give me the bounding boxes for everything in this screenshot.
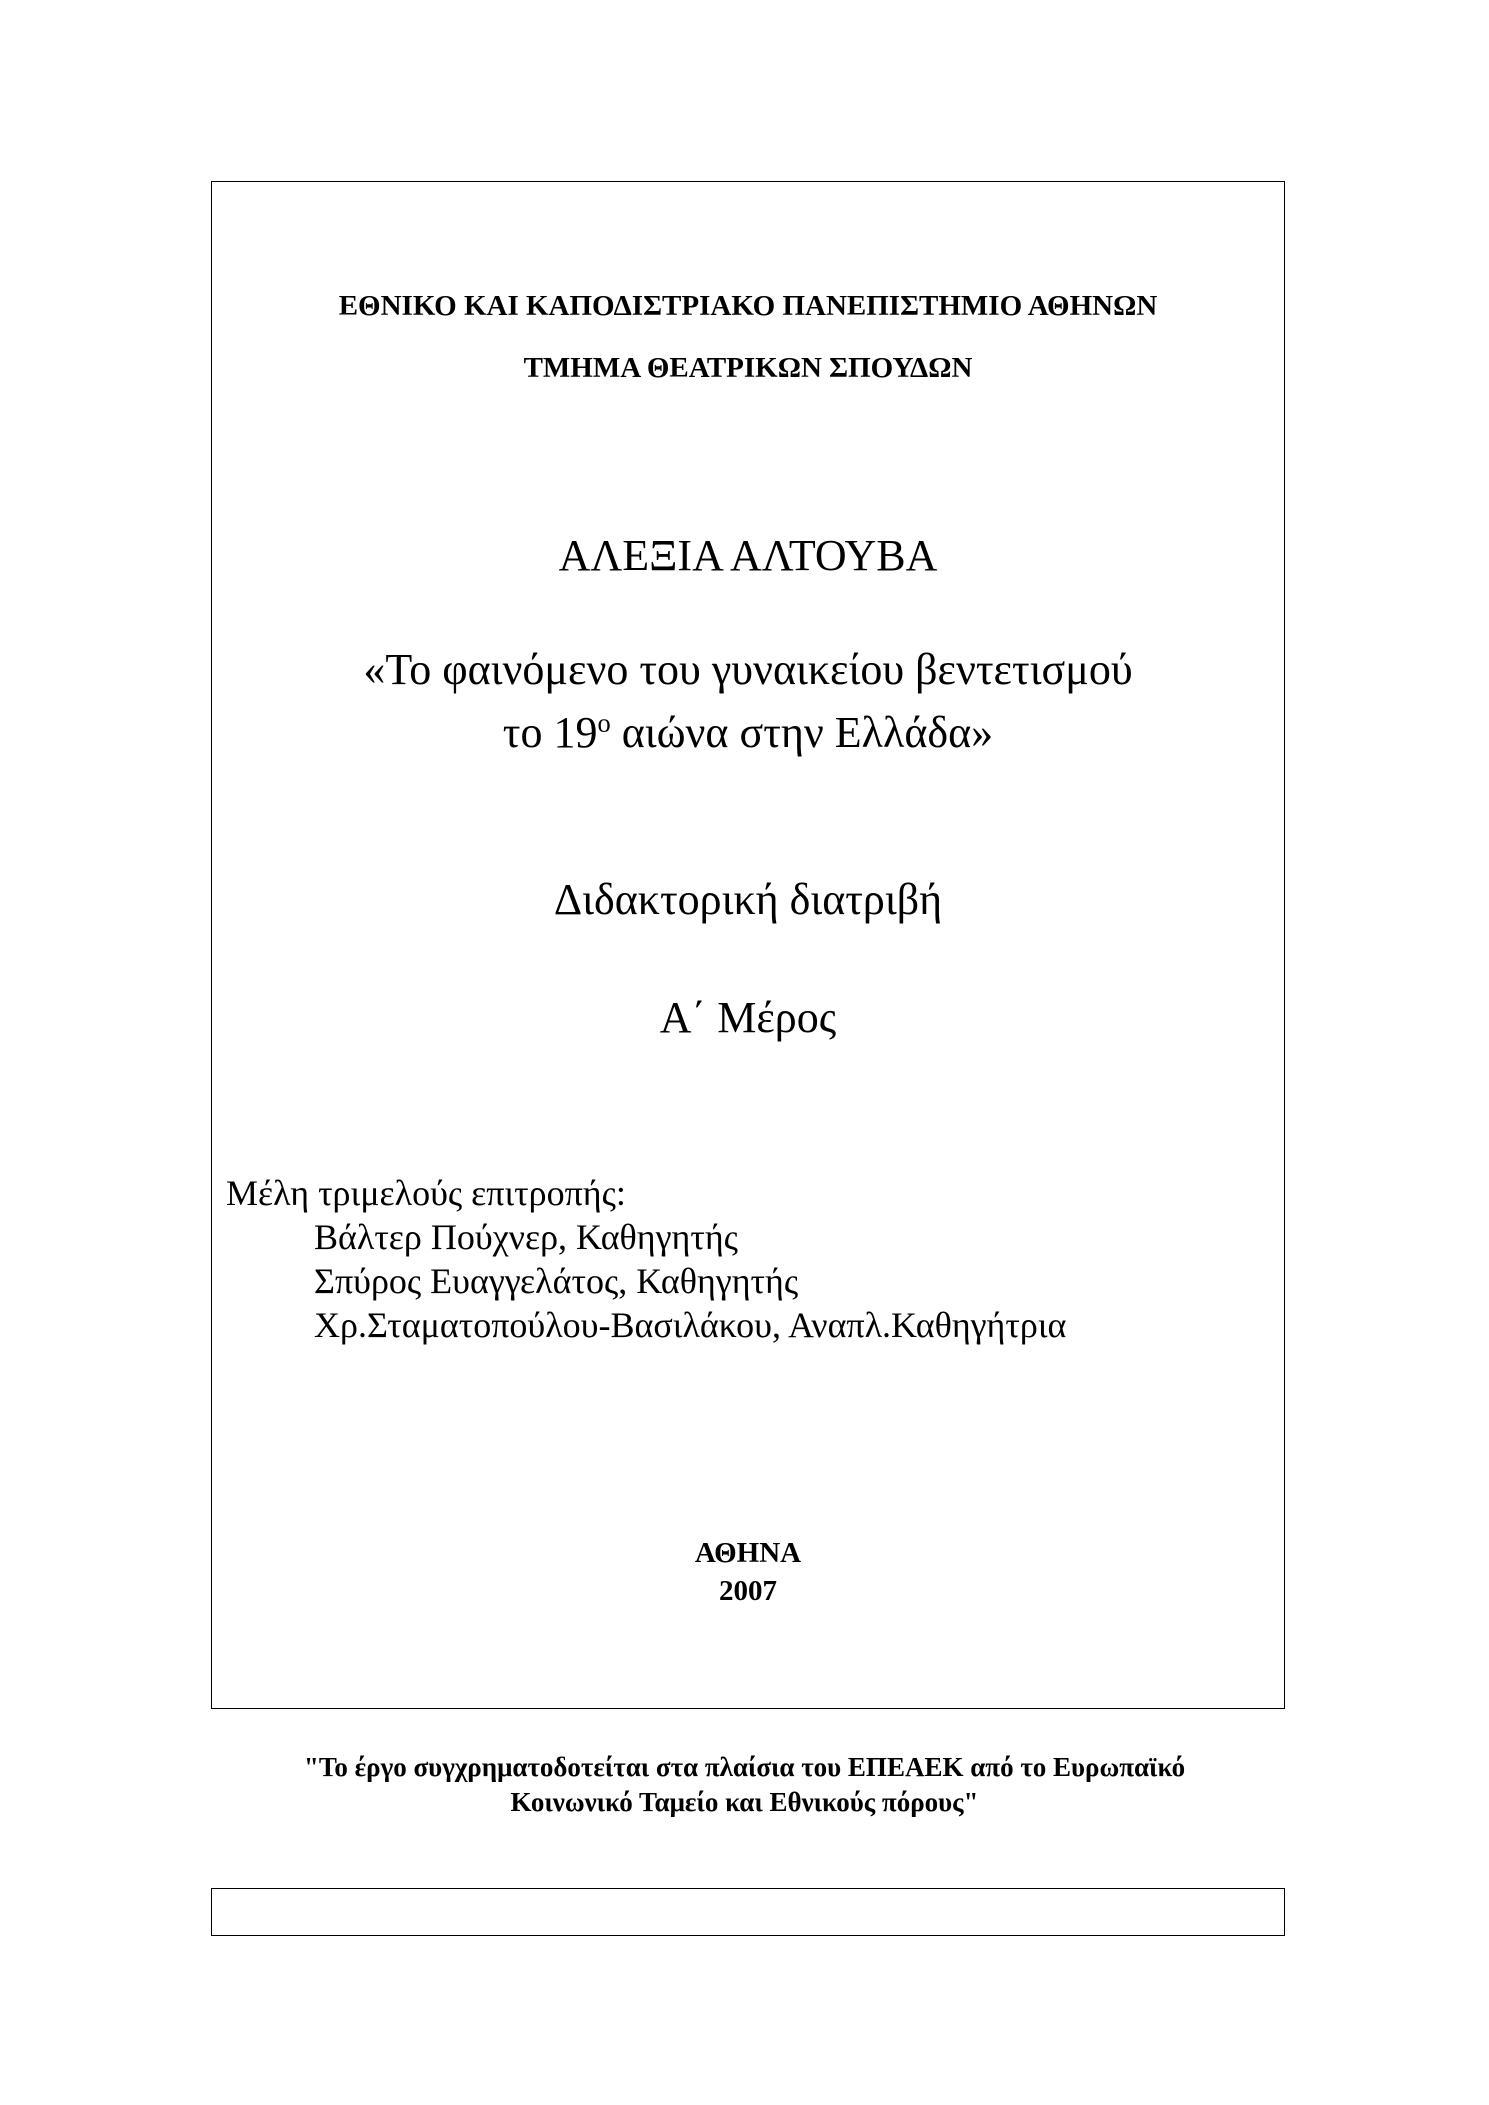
committee-member: Βάλτερ Πούχνερ, Καθηγητής xyxy=(314,1217,738,1257)
committee-label: Μέλη τριμελούς επιτροπής: xyxy=(226,1173,626,1213)
department-name: ΤΜΗΜΑ ΘΕΑΤΡΙΚΩΝ ΣΠΟΥΔΩΝ xyxy=(523,352,973,384)
title-ordinal-superscript: ο xyxy=(597,707,611,738)
university-name: ΕΘΝΙΚΟ ΚΑΙ ΚΑΠΟΔΙΣΤΡΙΑΚΟ ΠΑΝΕΠΙΣΤΗΜΙΟ ΑΘΗΝΩΝ xyxy=(338,290,1158,322)
thesis-title-line-2 xyxy=(212,707,1284,758)
title-line-2-suffix: αιώνα στην Ελλάδα» xyxy=(610,708,994,757)
funding-note-line-1: "Το έργο συγχρηματοδοτείται στα πλαίσια του ΕΠΕΑΕΚ από το Ευρωπαϊκό xyxy=(303,1752,1186,1782)
place-of-publication: ΑΘΗΝΑ xyxy=(694,1537,802,1569)
part-label: Α΄ Μέρος xyxy=(659,993,837,1042)
title-line-2-prefix: το 19 xyxy=(502,708,598,757)
committee-member: Σπύρος Ευαγγελάτος, Καθηγητής xyxy=(314,1261,799,1301)
committee-member: Χρ.Σταματοπούλου-Βασιλάκου, Αναπλ.Καθηγήτρια xyxy=(314,1305,1067,1345)
title-page-frame xyxy=(211,181,1285,1709)
publication-year: 2007 xyxy=(719,1575,777,1607)
thesis-title-line-1: «Το φαινόμενο του γυναικείου βεντετισμού xyxy=(363,645,1133,694)
author-name: ΑΛΕΞΙΑ ΑΛΤΟΥΒΑ xyxy=(558,531,938,580)
funding-note-line-2: Κοινωνικό Ταμείο και Εθνικούς πόρους" xyxy=(510,1787,979,1817)
document-type: Διδακτορική διατριβή xyxy=(553,875,943,924)
empty-footer-box xyxy=(211,1888,1285,1936)
